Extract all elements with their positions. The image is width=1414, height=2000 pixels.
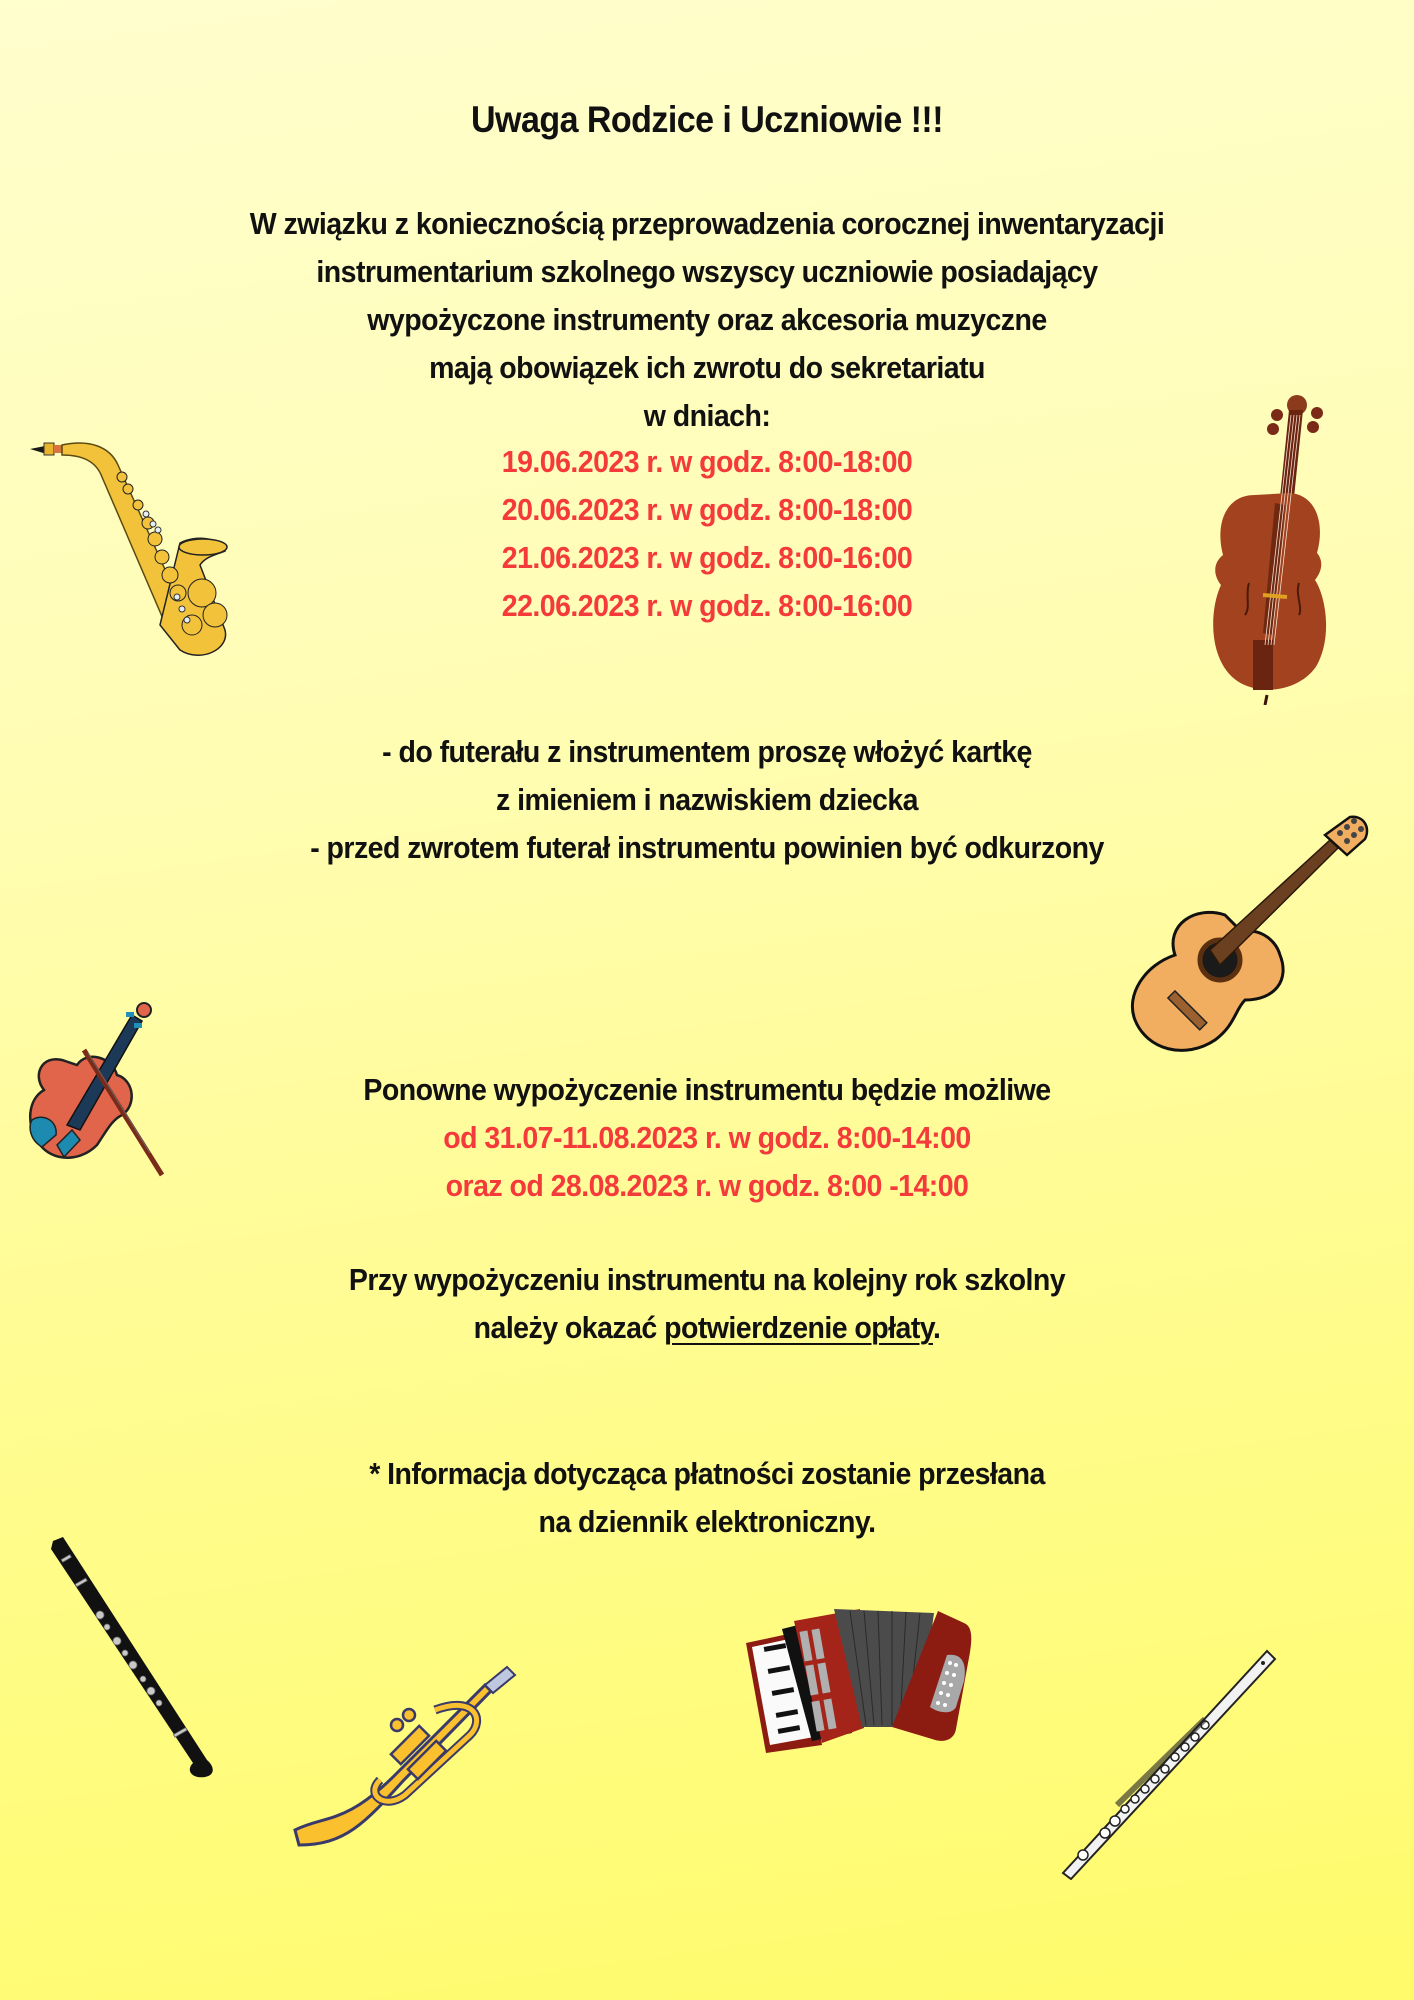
payment-line-2	[57, 1304, 1358, 1352]
violin-icon	[22, 995, 177, 1180]
saxophone-icon	[20, 425, 250, 665]
trumpet-icon	[285, 1655, 520, 1855]
return-date: 20.06.2023 r. w godz. 8:00-18:00	[501, 492, 913, 527]
rental-heading: Ponowne wypożyczenie instrumentu będzie możliwe	[363, 1072, 1051, 1107]
instruction-line: - przed zwrotem futerał instrumentu powinien być odkurzony	[310, 830, 1104, 865]
rental-period: oraz od 28.08.2023 r. w godz. 8:00 -14:00	[445, 1168, 969, 1203]
flute-icon	[1055, 1645, 1280, 1880]
instruction-line: - do futerału z instrumentem proszę włożyć kartkę	[382, 734, 1032, 769]
payment-section	[57, 1256, 1358, 1352]
intro-paragraph	[57, 200, 1358, 440]
rental-section	[57, 1066, 1358, 1210]
accordion-icon	[742, 1603, 977, 1758]
cello-icon	[1205, 385, 1345, 705]
intro-line: w dniach:	[643, 398, 771, 433]
return-date: 21.06.2023 r. w godz. 8:00-16:00	[501, 540, 913, 575]
guitar-icon	[1125, 815, 1380, 1060]
clarinet-icon	[45, 1535, 230, 1785]
return-date: 19.06.2023 r. w godz. 8:00-18:00	[501, 444, 913, 479]
return-dates-list	[57, 438, 1358, 630]
rental-period: od 31.07-11.08.2023 r. w godz. 8:00-14:00	[443, 1120, 971, 1155]
payment-suffix: .	[932, 1310, 941, 1345]
payment-line-1: Przy wypożyczeniu instrumentu na kolejny rok szkolny	[348, 1262, 1066, 1297]
note-line: na dziennik elektroniczny.	[538, 1504, 876, 1539]
payment-confirmation-underlined: potwierdzenie opłaty	[664, 1310, 933, 1345]
electronic-diary-note	[57, 1450, 1358, 1546]
poster-title	[57, 96, 1358, 144]
intro-line: instrumentarium szkolnego wszyscy uczniowie posiadający	[316, 254, 1098, 289]
intro-line: wypożyczone instrumenty oraz akcesoria muzyczne	[367, 302, 1047, 337]
note-line: * Informacja dotycząca płatności zostanie przesłana	[369, 1456, 1045, 1491]
title-text: Uwaga Rodzice i Uczniowie !!!	[471, 99, 943, 140]
return-date: 22.06.2023 r. w godz. 8:00-16:00	[501, 588, 913, 623]
payment-prefix: należy okazać	[473, 1310, 665, 1345]
instruction-line: z imieniem i nazwiskiem dziecka	[496, 782, 918, 817]
intro-line: mają obowiązek ich zwrotu do sekretariatu	[429, 350, 985, 385]
intro-line: W związku z koniecznością przeprowadzenia corocznej inwentaryzacji	[249, 206, 1165, 241]
